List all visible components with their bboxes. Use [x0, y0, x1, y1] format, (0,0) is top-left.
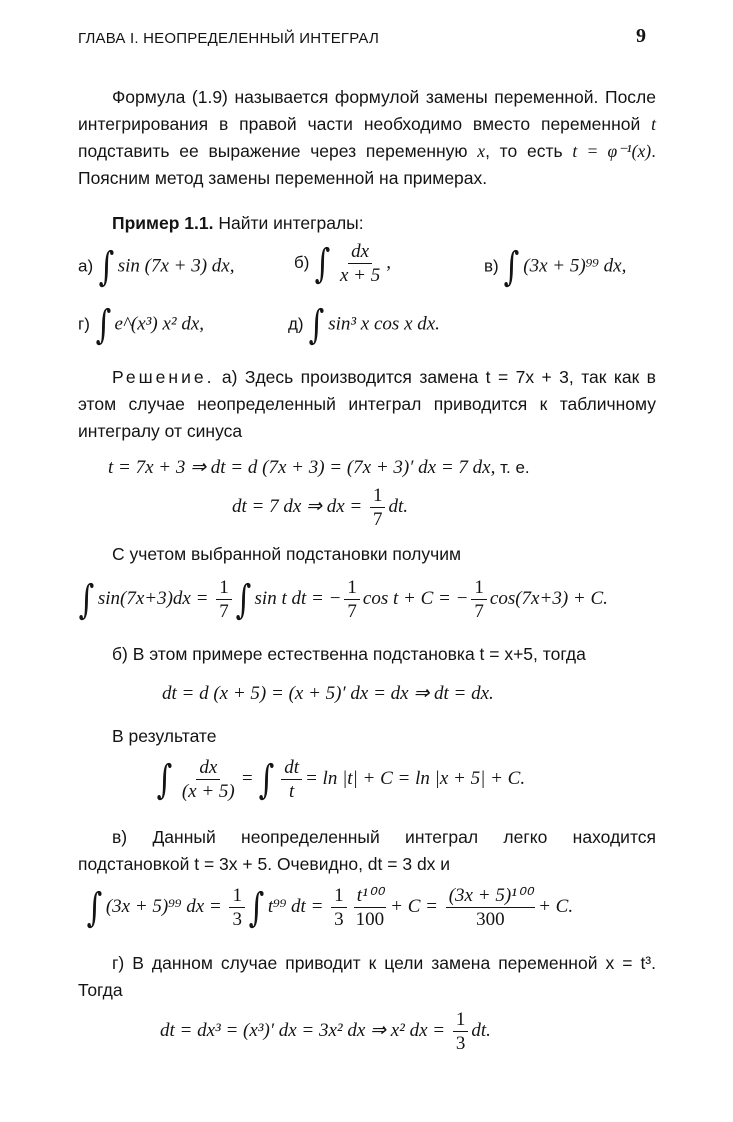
integral-sign: ∫: [98, 244, 115, 290]
eq3-f2-den: 7: [347, 601, 357, 622]
eq6-b: t⁹⁹ dt =: [267, 895, 324, 917]
eq5-f1-num: dx: [196, 758, 220, 780]
integral-sign: ∫: [95, 302, 111, 348]
eq3-b: sin t dt = −: [254, 587, 342, 609]
eq6-f1-num: 1: [229, 886, 245, 908]
item-b-fraction: [337, 242, 383, 285]
eq5-f2-num: dt: [281, 758, 302, 780]
eq5-f1-den: (x + 5): [181, 781, 235, 802]
solution-label: Решение.: [112, 367, 215, 387]
eq3-c: cos t + C = −: [362, 587, 469, 609]
eq5-fraction-2: [281, 758, 302, 801]
eq5-eq: =: [240, 767, 254, 789]
eq7-right: dt.: [471, 1019, 491, 1041]
eq6-fraction-3: [353, 886, 388, 929]
eq5-fraction-1: [179, 758, 238, 801]
item-d-label: д): [288, 314, 304, 334]
eq5-right: = ln |t| + C = ln |x + 5| + C.: [304, 767, 526, 789]
item-d-expr: sin³ x cos x dx.: [328, 313, 440, 335]
eq7-fraction: [453, 1010, 469, 1053]
eq2-fraction: [370, 486, 386, 529]
intro-text-d: . Поясним метод замены переменной на примерах.: [78, 141, 656, 188]
intro-text-c: , то есть: [485, 141, 573, 161]
result-text: В результате: [112, 726, 217, 746]
equation-6: [86, 886, 573, 929]
solution-part-g: г) В данном случае приводит к цели замена переменной x = t³. Тогда: [78, 953, 656, 1000]
intro-text-a: Формула (1.9) называется формулой замены переменной. После интегрирования в правой части необходимо вместо переменной: [78, 87, 656, 134]
eq3-f3-den: 7: [474, 601, 484, 622]
eq2-num: 1: [370, 486, 386, 508]
intro-var-t: t: [651, 114, 656, 134]
eq6-f4-num: (3x + 5)¹⁰⁰: [446, 886, 535, 908]
eq7-left: dt = dx³ = (x³)′ dx = 3x² dx ⇒ x² dx =: [160, 1019, 446, 1041]
eq6-f4-den: 300: [476, 909, 505, 930]
eq1-body: t = 7x + 3 ⇒ dt = d (7x + 3) = (7x + 3)′ dx = 7 dx,: [108, 457, 496, 478]
item-a-expr: sin (7x + 3) dx,: [117, 255, 235, 277]
intro-paragraph: [78, 84, 656, 192]
solution-part-b: б) В этом примере естественна подстановка t = x+5, тогда: [112, 644, 586, 664]
eq6-f3-num: t¹⁰⁰: [354, 886, 386, 908]
item-b-tail: ,: [386, 251, 392, 273]
equation-3: [78, 578, 608, 621]
example-item-b: [294, 242, 391, 285]
substitution-text: С учетом выбранной подстановки получим: [112, 544, 462, 564]
eq6-f3-den: 100: [355, 909, 385, 930]
equation-1: [108, 458, 530, 477]
eq3-d: cos(7x+3) + C.: [489, 587, 608, 609]
item-b-label: б): [294, 252, 310, 272]
eq3-f3-num: 1: [471, 578, 487, 600]
integral-sign: ∫: [504, 244, 520, 290]
eq5-f2-den: t: [288, 781, 295, 802]
integral-sign: ∫: [235, 576, 251, 623]
eq3-a: sin(7x+3)dx =: [97, 587, 209, 609]
eq7-den: 3: [455, 1033, 466, 1054]
integral-sign: ∫: [156, 756, 173, 803]
item-b-den: x + 5: [340, 265, 381, 286]
eq2-left: dt = 7 dx ⇒ dx =: [232, 495, 363, 517]
eq6-fraction-4: [446, 886, 535, 929]
integral-sign: ∫: [86, 884, 103, 931]
eq3-fraction-1: [216, 578, 232, 621]
integral-sign: ∫: [248, 884, 265, 931]
example-item-d: [288, 302, 440, 348]
eq3-f2-num: 1: [344, 578, 360, 600]
equation-4: dt = d (x + 5) = (x + 5)′ dx = dx ⇒ dt = dx.: [162, 683, 494, 704]
eq2-right: dt.: [388, 495, 408, 517]
example-label: Пример 1.1.: [112, 213, 214, 233]
eq3-fraction-3: [471, 578, 487, 621]
example-heading: [78, 210, 656, 237]
solution-part-v: в) Данный неопределенный интеграл легко находится подстановкой t = 3x + 5. Очевидно, dt = 3 dx и: [78, 827, 656, 874]
eq6-f1-den: 3: [232, 909, 242, 930]
eq6-fraction-1: [229, 886, 245, 929]
intro-text-b: подставить ее выражение через переменную: [78, 141, 478, 161]
solution-part-a: [78, 364, 656, 445]
equation-7: [160, 1010, 491, 1053]
example-task: Найти интегралы:: [218, 213, 364, 233]
example-item-a: [78, 244, 235, 290]
eq3-fraction-2: [344, 578, 360, 621]
example-item-g: [78, 302, 205, 348]
integral-sign: ∫: [258, 756, 275, 803]
eq2-den: 7: [372, 509, 383, 530]
integral-sign: ∫: [308, 302, 325, 348]
equation-5: [156, 758, 525, 801]
integral-sign: ∫: [78, 576, 95, 623]
item-v-expr: (3x + 5)⁹⁹ dx,: [523, 255, 627, 277]
chapter-title: ГЛАВА I. НЕОПРЕДЕЛЕННЫЙ ИНТЕГРАЛ: [78, 30, 379, 47]
eq1-tail: т. е.: [500, 458, 530, 477]
eq6-c: + C =: [390, 895, 438, 917]
item-g-expr: e^(x³) x² dx,: [114, 313, 205, 335]
eq6-a: (3x + 5)⁹⁹ dx =: [105, 895, 222, 917]
item-g-label: г): [78, 314, 90, 334]
intro-inverse-expr: t = φ⁻¹(x): [572, 141, 652, 161]
item-b-num: dx: [348, 242, 372, 264]
intro-var-x: x: [477, 141, 486, 161]
eq3-f1-den: 7: [219, 601, 229, 622]
eq6-fraction-2: [331, 886, 347, 929]
item-v-label: в): [484, 256, 499, 276]
item-a-label: а): [78, 256, 94, 276]
eq3-f1-num: 1: [216, 578, 232, 600]
eq7-num: 1: [453, 1010, 469, 1032]
eq6-f2-den: 3: [334, 909, 344, 930]
eq6-d: + C.: [538, 895, 574, 917]
example-item-v: [484, 244, 627, 290]
page-number: 9: [636, 25, 646, 47]
eq6-f2-num: 1: [331, 886, 347, 908]
solution-part-a-text: а) Здесь производится замена t = 7x + 3, так как в этом случае неопределенный интеграл приводится к табличному интегралу от синуса: [78, 367, 656, 441]
integral-sign: ∫: [314, 240, 331, 287]
equation-2: [232, 486, 408, 529]
